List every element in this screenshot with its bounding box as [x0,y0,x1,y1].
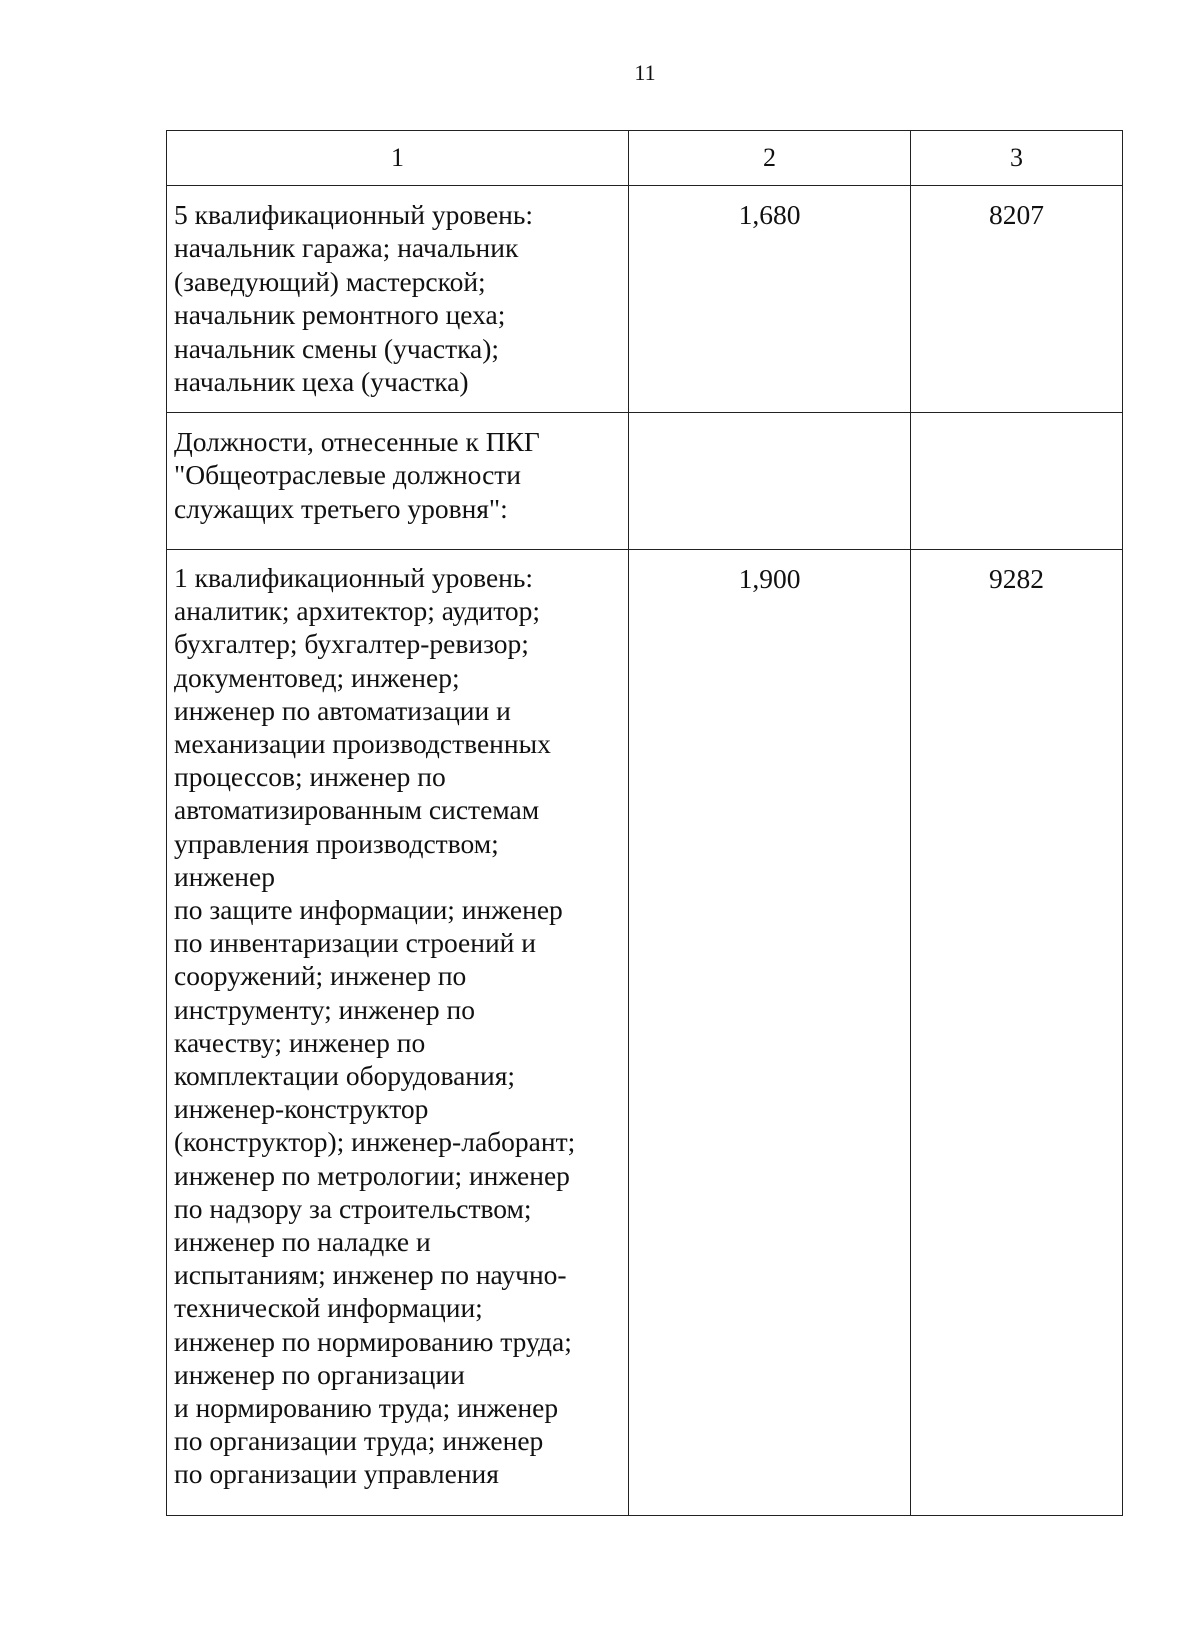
coefficient-cell: 1,680 [629,186,911,413]
salary-cell: 8207 [911,186,1123,413]
salary-cell: 9282 [911,550,1123,1516]
coefficient-cell: 1,900 [629,550,911,1516]
table-row [167,186,1123,413]
table-row [167,550,1123,1516]
position-description-cell: 1 квалификационный уровень: аналитик; архитектор; аудитор; бухгалтер; бухгалтер-ревизор; документовед; инженер; инженер по автоматизации и механизации производственных процессов; инженер по автоматизированным системам управления производством; инженер по защите информации; инженер по инвентаризации строений и сооружений; инженер по инструменту; инженер по качеству; инженер по комплектации оборудования; инженер-конструктор (конструктор); инженер-лаборант; инженер по метрологии; инженер по надзору за строительством; инженер по наладке и испытаниям; инженер по научно- технической информации; инженер по нормированию труда; инженер по организации и нормированию труда; инженер по организации труда; инженер по организации управления [167,550,629,1516]
coefficient-cell [629,413,911,550]
table-row [167,413,1123,550]
column-header-2: 2 [629,131,911,186]
position-description-cell: 5 квалификационный уровень: начальник гаража; начальник (заведующий) мастерской; начальник ремонтного цеха; начальник смены (участка); начальник цеха (участка) [167,186,629,413]
salary-table [166,130,1123,1516]
table-header-row [167,131,1123,186]
column-header-3: 3 [911,131,1123,186]
salary-cell [911,413,1123,550]
column-header-1: 1 [167,131,629,186]
group-heading-cell: Должности, отнесенные к ПКГ "Общеотраслевые должности служащих третьего уровня": [167,413,629,550]
page-number: 11 [634,60,656,85]
